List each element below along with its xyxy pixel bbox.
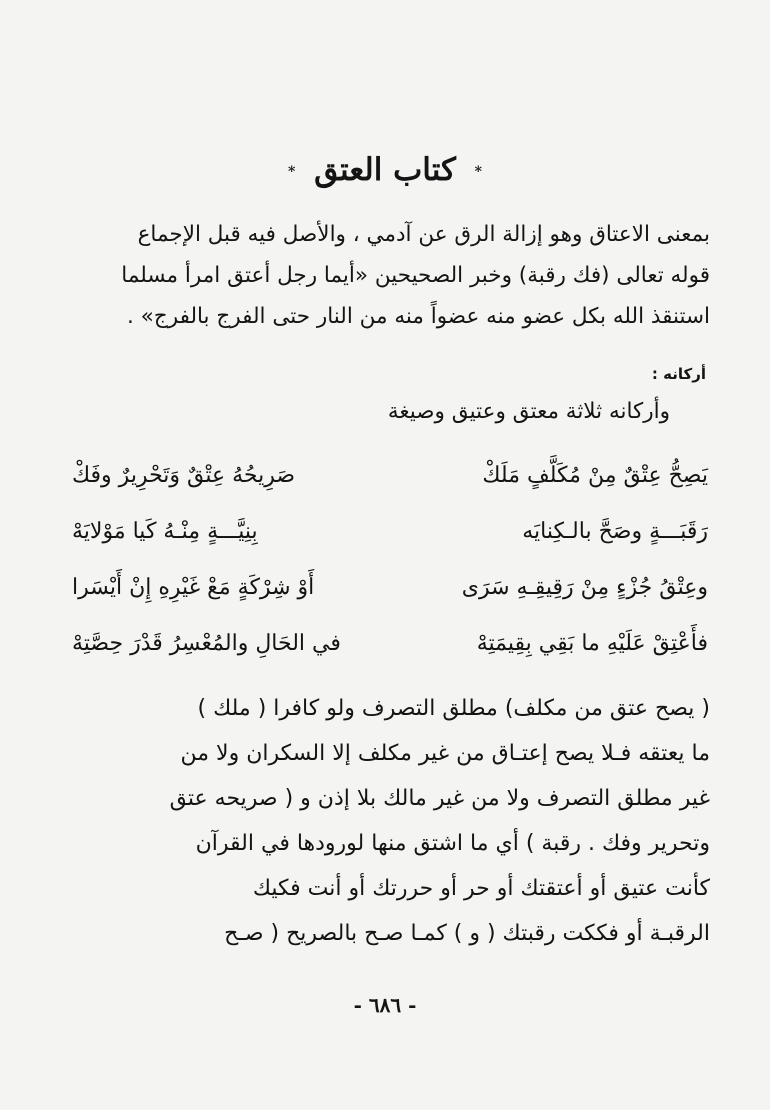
poem-verse bbox=[72, 616, 708, 672]
commentary-line: ( يصح عتق من مكلف) مطلق التصرف ولو كافرا ( ملك ) bbox=[197, 696, 710, 721]
poem-verse bbox=[72, 504, 708, 560]
verse-first-hemistich: فأَعْتِقْ عَلَيْهِ ما بَقِي بِقِيمَتِهْ bbox=[476, 631, 708, 656]
verse-second-hemistich: صَرِيحُهُ عِتْقٌ وَتَحْرِيرٌ وفَكْ bbox=[72, 463, 296, 488]
commentary-line: الرقبـة أو فككت رقبتك ( و ) كمـا صـح بالصريح ( صـح bbox=[224, 921, 710, 946]
title-star-left: * bbox=[287, 163, 296, 180]
verse-first-hemistich: وعِتْقُ جُزْءٍ مِنْ رَقِيقِـهِ سَرَى bbox=[461, 575, 708, 600]
verse-first-hemistich: يَصِحُّ عِتْقٌ مِنْ مُكَلَّفٍ مَلَكْ bbox=[482, 463, 708, 488]
pillars-heading: أركانه : bbox=[651, 365, 706, 383]
commentary-line: كأنت عتيق أو أعتقتك أو حر أو حررتك أو أنت فكيك bbox=[252, 876, 710, 901]
poem-verse bbox=[72, 448, 708, 504]
verse-first-hemistich: رَقَبَـــةٍ وصَحَّ بالـكِنايَه bbox=[522, 519, 708, 544]
page-number: - ٦٨٦ - bbox=[353, 993, 417, 1017]
commentary-line: ما يعتقه فـلا يصح إعتـاق من غير مكلف إلا السكران ولا من bbox=[180, 741, 710, 766]
chapter-title bbox=[0, 148, 770, 194]
title-star-right: * bbox=[474, 163, 482, 180]
intro-line: بمعنى الاعتاق وهو إزالة الرق عن آدمي ، والأصل فيه قبل الإجماع bbox=[137, 222, 710, 247]
verse-second-hemistich: بِنِيَّـــةٍ مِنْـهُ كَيا مَوْلايَهْ bbox=[72, 519, 258, 544]
poem-verse bbox=[72, 560, 708, 616]
poem-block bbox=[72, 448, 708, 672]
commentary-paragraph bbox=[70, 686, 710, 956]
verse-second-hemistich: أَوْ شِرْكَةٍ مَعْ غَيْرِهِ إِنْ أَيْسَرا bbox=[72, 575, 315, 600]
intro-paragraph bbox=[70, 214, 710, 337]
intro-line: استنقذ الله بكل عضو منه عضواً منه من النار حتى الفرج بالفرج» . bbox=[127, 304, 710, 329]
intro-line: قوله تعالى (فك رقبة) وخبر الصحيحين «أيما رجل أعتق امرأ مسلما bbox=[121, 263, 710, 288]
chapter-title-text: كتاب العتق bbox=[314, 152, 456, 188]
commentary-line: غير مطلق التصرف ولا من غير مالك بلا إذن و ( صريحه عتق bbox=[169, 786, 710, 811]
commentary-line: وتحرير وفك . رقبة ) أي ما اشتق منها لورودها في القرآن bbox=[195, 831, 710, 856]
verse-second-hemistich: في الحَالِ والمُعْسِرُ قَدْرَ حِصَّتِهْ bbox=[72, 631, 341, 656]
pillars-text: وأركانه ثلاثة معتق وعتيق وصيغة bbox=[387, 399, 670, 424]
